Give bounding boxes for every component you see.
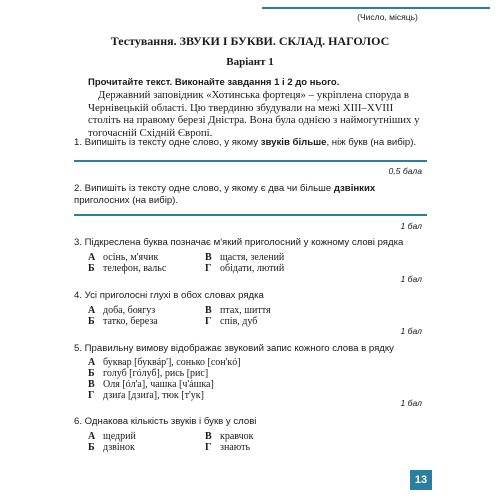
question-2-text-post: приголосних (на вибір). [74,195,179,206]
question-5: 5. Правильну вимову відображає звуковий запис кожного слова в рядку [74,343,394,354]
instruction: Прочитайте текст. Виконайте завдання 1 і 2 до нього. [88,77,340,88]
option[interactable]: Г знають [205,442,251,453]
question-3: 3. Підкреслена буква позначає м'який приголосний у кожному слові рядка [74,237,404,248]
option[interactable]: А доба, боягуз [88,305,156,316]
option[interactable]: Б телефон, вальс [88,263,167,274]
option[interactable]: Б голуб [гóлуб], рись [рис] [88,368,209,379]
option[interactable]: Г дзиґа [дзиґа], тюк [т'ук] [88,390,204,401]
question-1-text-pre: 1. Випишіть із тексту одне слово, у якому [74,137,261,148]
answer-line-2[interactable] [74,214,427,216]
question-1-text-post: , ніж букв (на вибір). [326,137,417,148]
option[interactable]: В кравчок [205,431,254,442]
page-number: 13 [410,470,432,490]
date-input-line[interactable] [262,7,490,9]
option[interactable]: Б дзвінок [88,442,135,453]
question-5-points: 1 бал [400,398,422,408]
question-1-text-bold: звуків більше [260,137,327,148]
question-1 [74,137,424,149]
option[interactable]: А буквар [буквáр'], сонько [сон'кó] [88,357,241,368]
option[interactable]: В щастя, зелений [205,252,285,263]
option[interactable]: А осінь, м'ячик [88,252,159,263]
question-2-text-pre: 2. Випишіть із тексту одне слово, у якому є два чи більше [74,183,334,194]
page-title: Тестування. ЗВУКИ І БУКВИ. СКЛАД. НАГОЛОС [110,34,390,48]
question-4: 4. Усі приголосні глухі в обох словах рядка [74,290,264,301]
question-1-points: 0,5 бала [388,166,422,176]
answer-line-1[interactable] [74,160,427,162]
option[interactable]: Г спів, дуб [205,316,258,327]
question-2-points: 1 бал [400,221,422,231]
option[interactable]: Г обідати, лютий [205,263,285,274]
option[interactable]: Б татко, береза [88,316,158,327]
question-2 [74,183,424,207]
variant-label: Варіант 1 [226,56,274,68]
option[interactable]: А щедрий [88,431,136,442]
passage-text: Державний заповідник «Хотинська фортеця» – укріплена споруда в Чернівецькій області. Цю твердиню збудували на межі XIII–XVIII століть на правому березі Дністра. Вона була однією з наймогутніших у тогочасній Східній Європі. [88,89,420,139]
option[interactable]: В Оля [óл'а], чашка [ч'áшка] [88,379,214,390]
question-2-text-bold: дзвінких [333,183,376,194]
option[interactable]: В птах, шиття [205,305,271,316]
date-label: (Число, місяць) [357,12,418,22]
question-6: 6. Однакова кількість звуків і букв у слові [74,416,257,427]
question-4-points: 1 бал [400,326,422,336]
question-3-points: 1 бал [400,274,422,284]
